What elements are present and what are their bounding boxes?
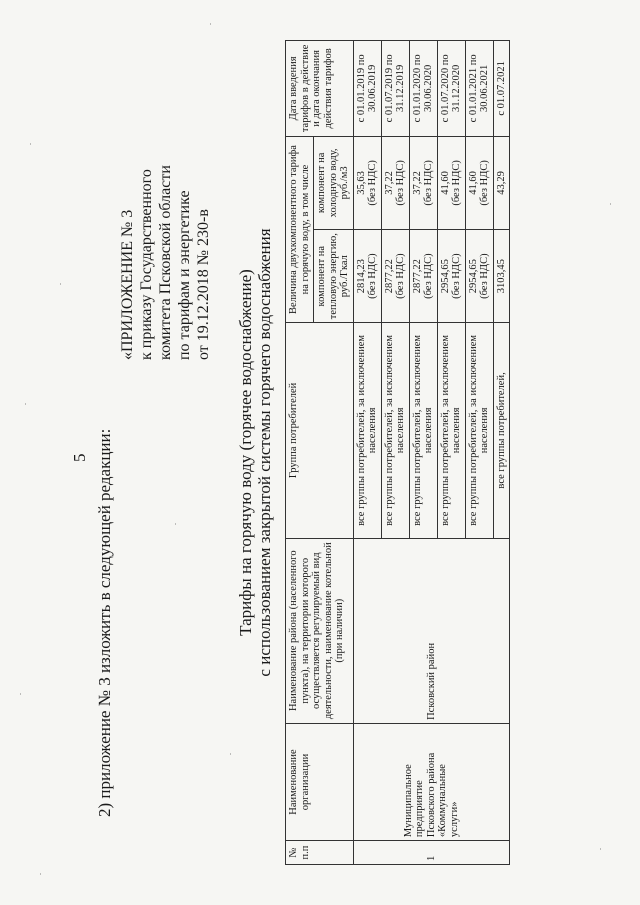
cold-component-cell bbox=[437, 136, 465, 229]
annex-line: комитета Псковской области bbox=[157, 165, 174, 360]
heat-component-value: 2814,23 bbox=[355, 259, 367, 294]
cold-component-value: 37,22 bbox=[411, 171, 423, 195]
consumer-group: все группы потребителей, за исключением населения bbox=[465, 323, 493, 538]
cold-component-value: 35,63 bbox=[355, 171, 367, 195]
table-body bbox=[353, 41, 510, 865]
annex-header bbox=[118, 60, 213, 360]
cold-component-note: (без НДС) bbox=[451, 160, 462, 206]
consumer-group: все группы потребителей, за исключением населения bbox=[409, 323, 437, 538]
title-line: Тарифы на горячую воду (горячее водоснабжение) bbox=[236, 269, 255, 636]
annex-line: к приказу Государственного bbox=[138, 169, 155, 360]
header-group: Группа потребителей bbox=[286, 323, 354, 538]
header-org: Наименование организации bbox=[286, 723, 354, 840]
row-number: 1 bbox=[353, 841, 510, 865]
cold-component-value: 41,60 bbox=[467, 171, 479, 195]
cold-component-note: (без НДС) bbox=[367, 160, 378, 206]
heat-component-note: (без НДС) bbox=[367, 253, 378, 299]
heat-component-note: (без НДС) bbox=[479, 253, 490, 299]
annex-line: от 19.12.2018 № 230-в bbox=[195, 209, 212, 360]
consumer-group: все группы потребителей, bbox=[493, 323, 510, 538]
heat-component-note: (без НДС) bbox=[395, 253, 406, 299]
organization-name: Муниципальное предприятие Псковского района «Коммунальные услуги» bbox=[353, 723, 510, 840]
annex-line: по тарифам и энергетике bbox=[176, 190, 193, 360]
table-row bbox=[353, 41, 381, 865]
effective-period: с 01.07.2019 по 31.12.2019 bbox=[381, 41, 409, 137]
cold-component-cell bbox=[409, 136, 437, 229]
effective-period: с 01.07.2021 bbox=[493, 41, 510, 137]
header-district: Наименование района (населенного пункта), на территории которого осуществляется регулируемый вид деятельности, наименование котельной (при наличии) bbox=[286, 538, 354, 723]
intro-text: 2) приложение № 3 изложить в следующей редакции: bbox=[95, 428, 114, 817]
heat-component-cell bbox=[493, 230, 510, 323]
header-num: № п.п bbox=[286, 841, 354, 865]
heat-component-cell bbox=[409, 230, 437, 323]
district-name: Псковский район bbox=[353, 538, 510, 723]
effective-period: с 01.07.2020 по 31.12.2020 bbox=[437, 41, 465, 137]
tariff-table bbox=[285, 40, 510, 865]
heat-component-value: 2877,22 bbox=[383, 259, 395, 294]
heat-component-cell bbox=[465, 230, 493, 323]
header-heat-component: компонент на тепловую энергию, руб./Гкал bbox=[314, 230, 354, 323]
annex-line: «ПРИЛОЖЕНИЕ № 3 bbox=[119, 209, 136, 360]
cold-component-value: 41,60 bbox=[439, 171, 451, 195]
cold-component-value: 43,29 bbox=[495, 171, 507, 195]
heat-component-value: 2954,65 bbox=[467, 259, 479, 294]
header-dates: Дата введения тарифов в действие и дата окончания действия тарифов bbox=[286, 41, 354, 137]
heat-component-cell bbox=[353, 230, 381, 323]
title-line: с использованием закрытой системы горячего водоснабжения bbox=[255, 228, 274, 677]
heat-component-note: (без НДС) bbox=[451, 253, 462, 299]
heat-component-cell bbox=[437, 230, 465, 323]
cold-component-value: 37,22 bbox=[383, 171, 395, 195]
heat-component-note: (без НДС) bbox=[423, 253, 434, 299]
consumer-group: все группы потребителей, за исключением населения bbox=[353, 323, 381, 538]
header-cold-component: компонент на холодную воду, руб./м3 bbox=[314, 136, 354, 229]
header-tariff: Величина двухкомпонентного тарифа на горячую воду, в том числе bbox=[286, 136, 314, 323]
heat-component-value: 3103,45 bbox=[495, 259, 507, 294]
document-title bbox=[236, 0, 274, 905]
effective-period: с 01.01.2019 по 30.06.2019 bbox=[353, 41, 381, 137]
page-number: 5 bbox=[70, 453, 89, 462]
consumer-group: все группы потребителей, за исключением населения bbox=[437, 323, 465, 538]
cold-component-cell bbox=[493, 136, 510, 229]
consumer-group: все группы потребителей, за исключением населения bbox=[381, 323, 409, 538]
effective-period: с 01.01.2020 по 30.06.2020 bbox=[409, 41, 437, 137]
heat-component-value: 2954,65 bbox=[439, 259, 451, 294]
cold-component-cell bbox=[465, 136, 493, 229]
heat-component-value: 2877,22 bbox=[411, 259, 423, 294]
cold-component-note: (без НДС) bbox=[479, 160, 490, 206]
cold-component-note: (без НДС) bbox=[423, 160, 434, 206]
cold-component-cell bbox=[353, 136, 381, 229]
cold-component-cell bbox=[381, 136, 409, 229]
effective-period: с 01.01.2021 по 30.06.2021 bbox=[465, 41, 493, 137]
cold-component-note: (без НДС) bbox=[395, 160, 406, 206]
heat-component-cell bbox=[381, 230, 409, 323]
